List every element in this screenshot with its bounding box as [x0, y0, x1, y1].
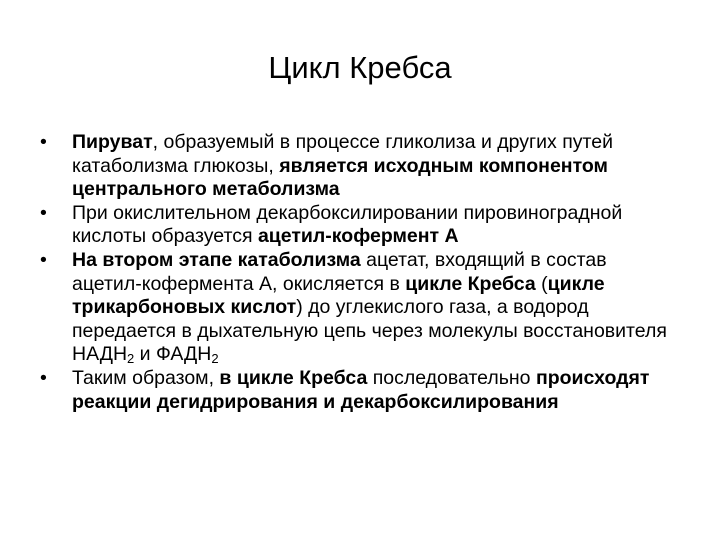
- slide-title: Цикл Кребса: [268, 50, 452, 85]
- text-run: ацетат, входящий в состав ацетил-кофермента А, окисляется в: [72, 248, 607, 295]
- bullet-marker: •: [40, 201, 47, 224]
- subscript-text: 2: [127, 351, 135, 367]
- bold-text-run: Пируват: [72, 131, 153, 153]
- text-run: Таким образом,: [72, 366, 220, 389]
- text-run: , образуемый в процессе гликолиза и других путей катаболизма глюкозы,: [72, 131, 613, 177]
- text-run: последовательно: [367, 366, 536, 389]
- text-run: При окислительном декарбоксилировании пировиноградной кислоты образуется: [72, 201, 623, 248]
- bullet-item: [40, 202, 680, 249]
- bullet-list: [40, 131, 680, 414]
- bullet-marker: •: [40, 248, 47, 271]
- text-run: ) до углекислого газа, а водород передается в дыхательную цепь через молекулы восстановителя НАДН: [72, 296, 667, 366]
- text-run: (: [535, 272, 548, 295]
- bold-text-run: происходят реакции дегидрирования и декарбоксилирования: [72, 366, 650, 413]
- subscript-text: 2: [211, 351, 219, 367]
- bullet-marker: •: [40, 366, 47, 389]
- bold-text-run: ацетил-кофермент А: [257, 225, 459, 248]
- bold-text-run: в цикле Кребса: [219, 366, 368, 389]
- bold-text-run: цикле Кребса: [405, 272, 536, 295]
- bullet-marker: •: [40, 131, 47, 153]
- bold-text-run: цикле трикарбоновых кислот: [72, 272, 605, 319]
- bullet-item: [40, 249, 680, 367]
- bold-text-run: На втором этапе катаболизма: [72, 248, 361, 271]
- bold-text-run: является исходным компонентом центрального метаболизма: [72, 154, 608, 201]
- bullet-item: [40, 131, 680, 202]
- bullet-item: [40, 367, 680, 414]
- text-run: и ФАДН: [134, 343, 212, 366]
